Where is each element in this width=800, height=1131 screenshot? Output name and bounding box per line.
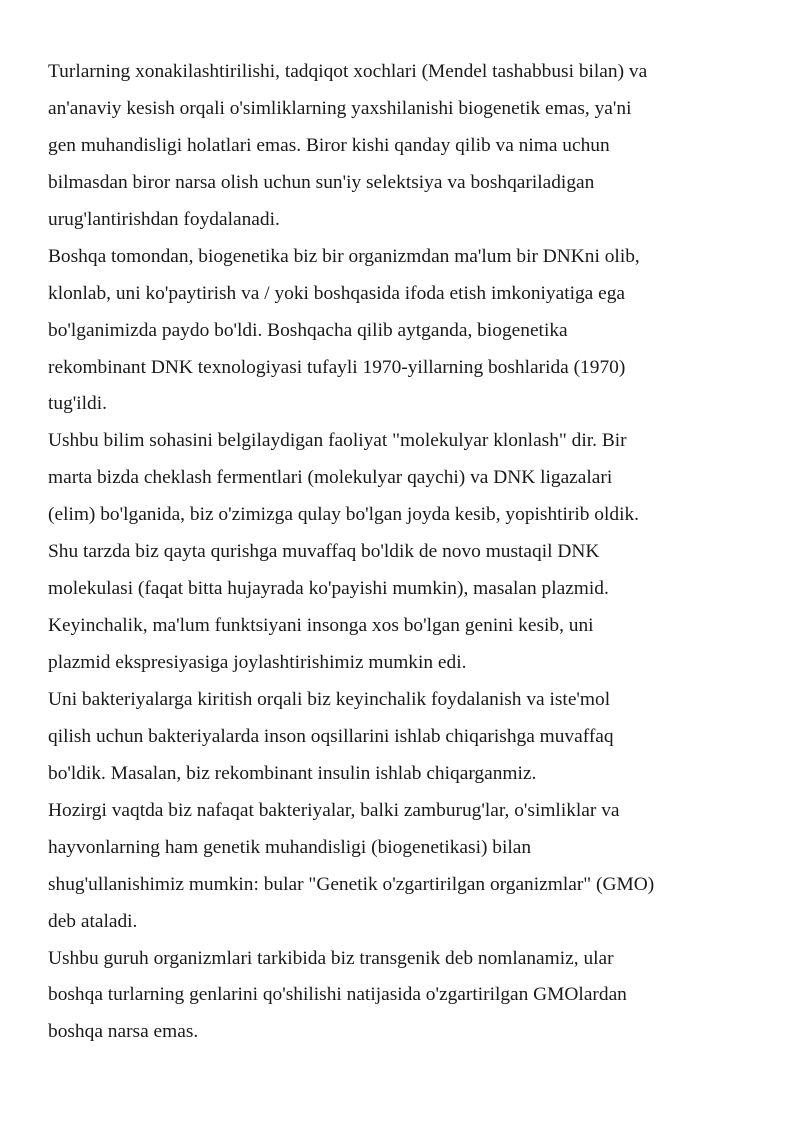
text-line: Ushbu bilim sohasini belgilaydigan faoliyat "molekulyar klonlash" dir. Bir bbox=[48, 430, 627, 452]
text-line: klonlab, uni ko'paytirish va / yoki boshqasida ifoda etish imkoniyatiga ega bbox=[48, 282, 626, 304]
text-line: deb ataladi. bbox=[48, 910, 138, 932]
text-line: gen muhandisligi holatlari emas. Biror kishi qanday qilib va nima uchun bbox=[48, 134, 610, 156]
text-line: Ushbu guruh organizmlari tarkibida biz transgenik deb nomlanamiz, ular bbox=[48, 947, 614, 969]
text-line: hayvonlarning ham genetik muhandisligi (biogenetikasi) bilan bbox=[48, 836, 532, 858]
text-line: Uni bakteriyalarga kiritish orqali biz keyinchalik foydalanish va iste'mol bbox=[48, 688, 611, 710]
text-line: (elim) bo'lganida, biz o'zimizga qulay bo'lgan joyda kesib, yopishtirib oldik. bbox=[48, 504, 640, 526]
text-line: bilmasdan biror narsa olish uchun sun'iy selektsiya va boshqariladigan bbox=[48, 171, 595, 193]
text-line: plazmid ekspresiyasiga joylashtirishimiz mumkin edi. bbox=[48, 652, 467, 673]
text-line: urug'lantirishdan foydalanadi. bbox=[48, 208, 280, 230]
text-line: boshqa turlarning genlarini qo'shilishi natijasida o'zgartirilgan GMOlardan bbox=[48, 984, 627, 1006]
paragraph bbox=[48, 239, 738, 424]
paragraph bbox=[48, 793, 738, 941]
text-line: Keyinchalik, ma'lum funktsiyani insonga xos bo'lgan genini kesib, uni bbox=[48, 615, 594, 637]
text-line: rekombinant DNK texnologiyasi tufayli 1970-yillarning boshlarida (1970) bbox=[48, 356, 626, 378]
text-line: an'anaviy kesish orqali o'simliklarning yaxshilanishi biogenetik emas, ya'ni bbox=[48, 97, 632, 119]
text-line: shug'ullanishimiz mumkin: bular "Genetik o'zgartirilgan organizmlar" (GMO) bbox=[48, 873, 655, 895]
text-line: tug'ildi. bbox=[48, 393, 107, 415]
text-line: bo'ldik. Masalan, biz rekombinant insulin ishlab chiqarganmiz. bbox=[48, 762, 537, 784]
text-line: molekulasi (faqat bitta hujayrada ko'payishi mumkin), masalan plazmid. bbox=[48, 578, 609, 600]
paragraph bbox=[48, 423, 738, 682]
text-line: boshqa narsa emas. bbox=[48, 1021, 199, 1043]
paragraph bbox=[48, 682, 738, 793]
text-line: Hozirgi vaqtda biz nafaqat bakteriyalar, balki zamburug'lar, o'simliklar va bbox=[48, 799, 620, 821]
text-line: bo'lganimizda paydo bo'ldi. Boshqacha qilib aytganda, biogenetika bbox=[48, 319, 568, 341]
text-line: Boshqa tomondan, biogenetika biz bir organizmdan ma'lum bir DNKni olib, bbox=[48, 245, 640, 267]
document-page bbox=[48, 54, 738, 1051]
paragraph bbox=[48, 54, 738, 239]
text-line: qilish uchun bakteriyalarda inson oqsillarini ishlab chiqarishga muvaffaq bbox=[48, 725, 614, 747]
text-line: Shu tarzda biz qayta qurishga muvaffaq bo'ldik de novo mustaqil DNK bbox=[48, 541, 600, 563]
paragraph bbox=[48, 941, 738, 1052]
text-line: marta bizda cheklash fermentlari (molekulyar qaychi) va DNK ligazalari bbox=[48, 467, 613, 489]
text-line: Turlarning xonakilashtirilishi, tadqiqot xochlari (Mendel tashabbusi bilan) va bbox=[48, 61, 648, 82]
